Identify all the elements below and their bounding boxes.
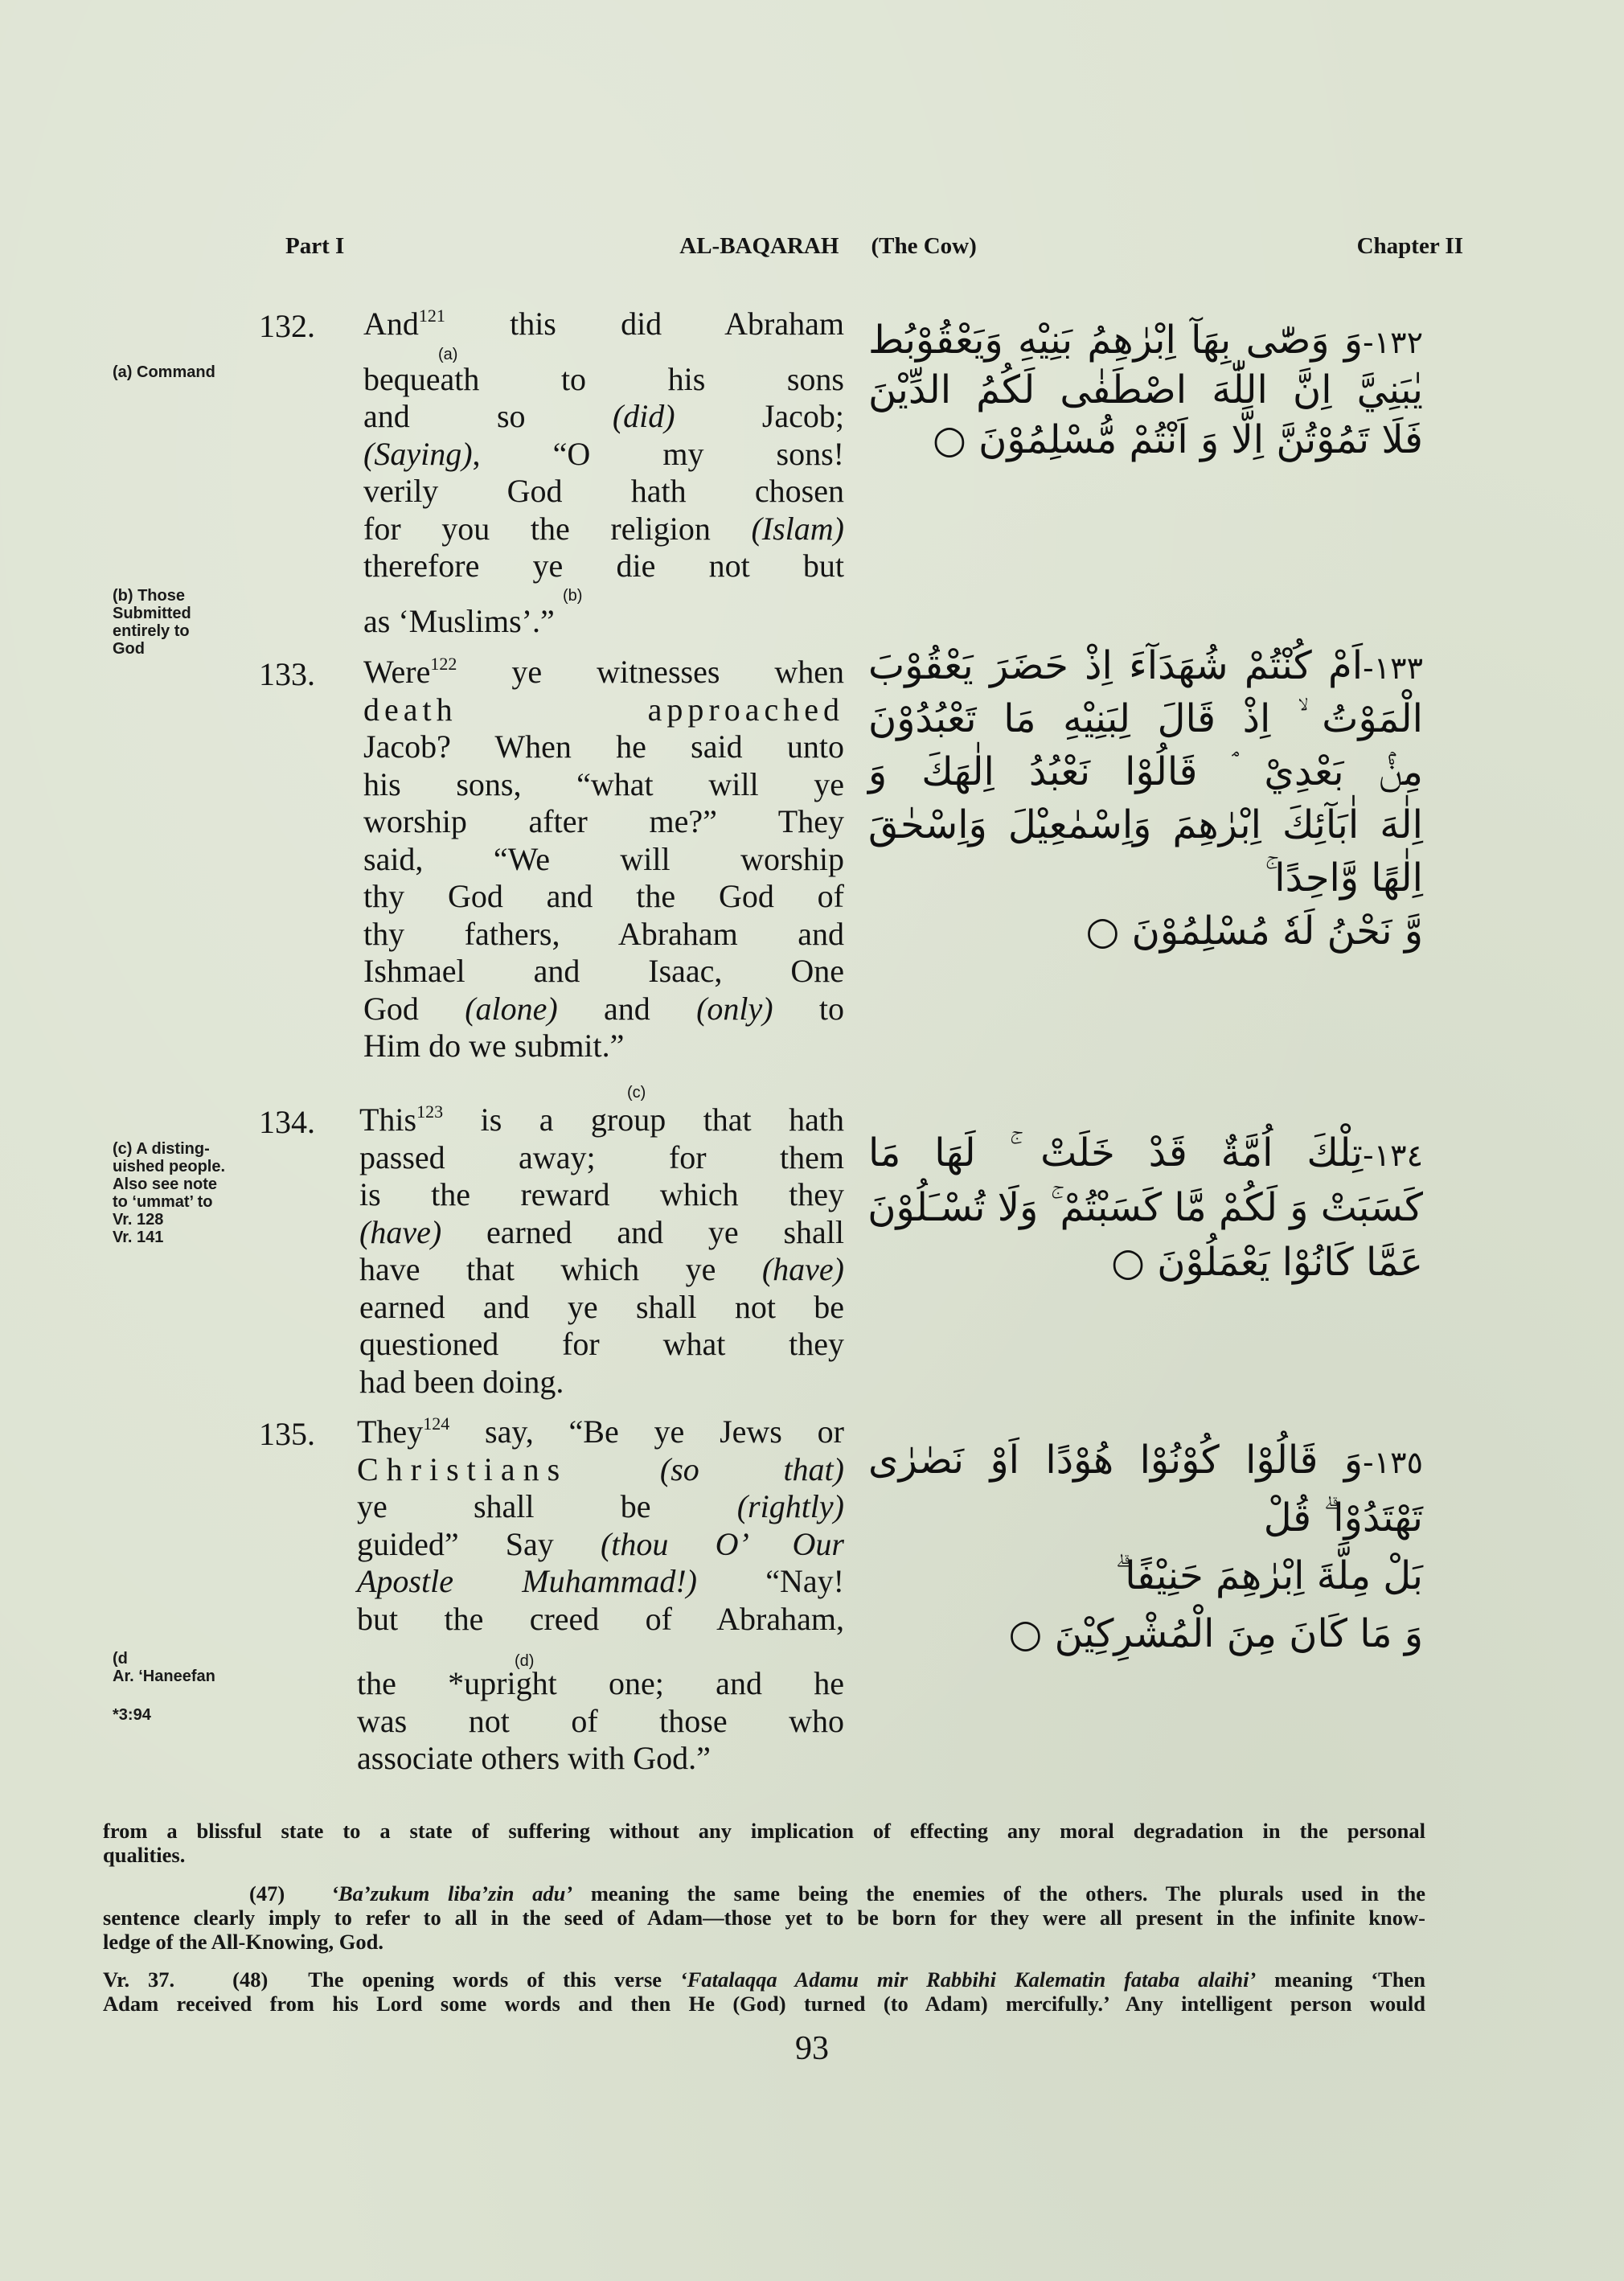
text-line: the *upright one; and he <box>357 1665 844 1701</box>
text-line <box>357 1488 844 1526</box>
footnote-number: (47) <box>249 1881 285 1906</box>
text-line: verily God hath chosen <box>363 473 844 509</box>
text-line: thy God and the God of <box>363 878 844 914</box>
text: Jacob; <box>675 398 845 434</box>
text-line: thy fathers, Abraham and <box>363 915 844 952</box>
arabic-verse-number: ١٣٥- <box>1363 1445 1423 1480</box>
footnote-number: (48) <box>232 1967 269 1992</box>
footnote-marker[interactable]: 124 <box>423 1413 450 1434</box>
text-line: Ishmael and Isaac, One <box>363 953 844 989</box>
arabic-text: وَ وَصّٰى بِهَآ اِبْرٰهِمُ بَنِيْهِ وَيَعْقُوْبُط <box>868 318 1364 363</box>
arabic-line: فَلَا تَمُوْتُنَّ اِلَّا وَ اَنْتُمْ مُّسْلِمُوْنَ ○ <box>932 417 1423 462</box>
text-line <box>363 306 844 343</box>
text: Christians <box>357 1450 660 1487</box>
arabic-line <box>868 315 1423 365</box>
text: and so <box>363 398 613 434</box>
text-line: Him do we submit.” <box>363 1028 625 1064</box>
arabic-line: بَلْ مِلَّةَ اِبْرٰهِمَ حَنِيْفًا ۗ <box>1115 1553 1423 1598</box>
text-line: is the reward which they <box>359 1176 844 1212</box>
text: ye shall be <box>357 1488 737 1524</box>
arabic-line: الْمَوْتُ ۙ اِذْ قَالَ لِبَنِيْهِ مَا تَعْبُدُوْنَ <box>868 696 1423 741</box>
text: this did Abraham <box>445 306 844 342</box>
margin-note-line: (a) Command <box>113 363 215 381</box>
text-line <box>363 436 844 474</box>
italic-text: (have) <box>761 1251 844 1287</box>
footnote-line: Adam received from his Lord some words and then He (God) turned (to Adam) mercifully.’ Any intelligent person would <box>103 1992 1425 2016</box>
margin-note-line: uished people. <box>113 1158 226 1175</box>
footnote-marker[interactable]: 123 <box>416 1102 444 1122</box>
italic-text: (Saying) <box>363 435 473 472</box>
text: say, “Be ye Jews or <box>449 1413 844 1450</box>
margin-note-line: Vr. 141 <box>113 1229 164 1246</box>
footnote-48 <box>103 1967 1425 2016</box>
text: for you the religion <box>363 510 752 547</box>
margin-note-line: Ar. ‘Haneefan <box>113 1668 215 1685</box>
text: , “O my sons! <box>472 435 844 472</box>
arabic-line: وَ مَا كَانَ مِنَ الْمُشْرِكِيْنَ ○ <box>1008 1611 1423 1656</box>
text-line <box>357 1563 844 1601</box>
footnote-line: sentence clearly imply to refer to all in the seed of Adam—those yet to be born for they were all present in the infinite know- <box>103 1906 1425 1930</box>
italic-text: (have) <box>359 1213 442 1250</box>
arabic-text: وَ قَالُوْا كُوْنُوْا هُوْدًا اَوْ نَصٰرٰى <box>868 1438 1364 1483</box>
margin-note-line: Also see note <box>113 1175 218 1193</box>
margin-note-line: entirely to <box>113 622 190 640</box>
text-line <box>357 1526 844 1564</box>
arabic-line: تَهْتَدُوْا ۗ قُلْ <box>1263 1495 1423 1540</box>
running-header-chapter: Chapter II <box>1356 233 1463 259</box>
text-line: earned and ye shall not be <box>359 1288 844 1325</box>
margin-note-line: (b) Those <box>113 587 185 605</box>
running-header-part: Part I <box>285 233 345 259</box>
verse-translation <box>363 306 844 640</box>
arabic-verse-135 <box>868 1431 1423 1663</box>
margin-note-line: Vr. 128 <box>113 1211 164 1229</box>
arabic-line <box>868 1431 1423 1489</box>
arabic-line: وَّ نَحْنُ لَهٗ مُسْلِمُوْنَ ○ <box>1085 909 1423 954</box>
verse-number: 135. <box>259 1416 315 1452</box>
arabic-line <box>868 1126 1423 1180</box>
italic-text: (did) <box>612 398 675 434</box>
text-line <box>359 1102 844 1139</box>
arabic-verse-134 <box>868 1126 1423 1290</box>
verse-number: 133. <box>259 656 315 692</box>
text-line: his sons, “what will ye <box>363 765 844 802</box>
text: to <box>773 990 844 1027</box>
verse-reference: Vr. 37. <box>103 1967 175 1992</box>
text: And <box>363 306 419 342</box>
margin-note-line: Submitted <box>113 605 191 622</box>
footnote-line <box>103 1881 1425 1906</box>
text: Were <box>363 654 431 690</box>
text: “Nay! <box>697 1563 844 1599</box>
verse-translation <box>359 1102 844 1401</box>
text: and <box>557 990 697 1027</box>
italic-text: (so that) <box>659 1450 844 1487</box>
text: They <box>357 1413 424 1450</box>
text-line: had been doing. <box>359 1363 564 1400</box>
footnote-text: The opening words of this verse <box>308 1967 680 1992</box>
footnote-term: ‘Fatalaqqa Adamu mir Rabbihi Kalematin fataba alaihi’ <box>679 1967 1257 1992</box>
arabic-verse-133 <box>868 639 1423 958</box>
text: have that which ye <box>359 1251 762 1287</box>
arabic-line: كَسَبَتْ وَ لَكُمْ مَّا كَسَبْتُمْ ۚ وَلَا تُسْـَلُوْنَ <box>867 1185 1423 1230</box>
text-line: was not of those who <box>357 1702 844 1739</box>
margin-note-line: (c) A disting- <box>113 1140 210 1158</box>
footnote-continuation <box>103 1819 1425 1867</box>
text: God <box>363 990 465 1027</box>
margin-note-line: (d <box>113 1650 128 1668</box>
surah-translation: (The Cow) <box>871 233 977 259</box>
italic-text: (Islam) <box>751 510 844 547</box>
text-line: as ‘Muslims’.” <box>363 602 555 639</box>
margin-note-line: to ‘ummat’ to <box>113 1193 213 1211</box>
text-line: passed away; for them <box>359 1138 844 1175</box>
text-line: questioned for what they <box>359 1326 844 1362</box>
marginal-ref-mark: (a) <box>438 346 458 363</box>
text-line: Jacob? When he said unto <box>363 728 844 765</box>
text: guided” Say <box>357 1525 601 1562</box>
margin-note-a <box>113 363 215 381</box>
surah-name: AL-BAQARAH <box>679 233 839 259</box>
text: This <box>359 1102 417 1138</box>
arabic-line: يٰبَنِيَّ اِنَّ اللّٰهَ اصْطَفٰى لَكُمُ الدِّيْنَ <box>868 367 1423 412</box>
arabic-verse-number: ١٣٢- <box>1363 325 1423 360</box>
text: earned and ye shall <box>441 1213 844 1250</box>
italic-text: (rightly) <box>736 1488 844 1524</box>
text-line <box>363 991 844 1028</box>
text-line <box>357 1413 844 1451</box>
footnote-line: qualities. <box>103 1843 186 1867</box>
text-line <box>363 654 844 691</box>
text-line: worship after me?” They <box>363 803 844 839</box>
margin-note-d <box>113 1650 215 1685</box>
margin-note-line: *3:94 <box>113 1706 151 1724</box>
arabic-line: مِنْۢ بَعْدِيْ ۘ قَالُوْا نَعْبُدُ اِلٰهَكَ وَ <box>868 749 1423 794</box>
arabic-verse-number: ١٣٣- <box>1363 650 1423 686</box>
footnote-term: ‘Ba’zukum liba’zin adu’ <box>331 1881 573 1906</box>
footnote-line: from a blissful state to a state of suffering without any implication of effecting any moral degradation in the personal <box>103 1819 1425 1843</box>
arabic-line: عَمَّا كَانُوْا يَعْمَلُوْنَ ○ <box>1111 1240 1423 1285</box>
arabic-verse-number: ١٣٤- <box>1363 1138 1423 1173</box>
text-line: therefore ye die not but <box>363 548 844 584</box>
verse-number: 132. <box>259 308 315 344</box>
arabic-line: اِلٰهًا وَّاحِدًا ۚ <box>1265 855 1423 901</box>
verse-translation <box>363 654 844 1065</box>
footnote-marker[interactable]: 122 <box>430 654 457 674</box>
text-line <box>359 1214 844 1252</box>
margin-note-cross-ref <box>113 1706 151 1724</box>
text-line: death approached <box>363 691 844 728</box>
footnote-marker[interactable]: 121 <box>418 306 445 326</box>
arabic-line <box>868 639 1423 692</box>
footnote-text: meaning ‘Then <box>1256 1967 1425 1992</box>
text-line: associate others with God.” <box>357 1740 711 1776</box>
marginal-ref-mark: (c) <box>627 1084 646 1102</box>
italic-text: Apostle Muhammad!) <box>357 1563 697 1599</box>
text-line: bequeath to his sons <box>363 360 844 397</box>
margin-note-b <box>113 587 191 658</box>
footnote-47 <box>103 1881 1425 1954</box>
page-number: 93 <box>795 2030 829 2067</box>
text: ye witnesses when <box>457 654 844 690</box>
italic-text: (alone) <box>465 990 558 1027</box>
text-line <box>363 511 844 548</box>
marginal-ref-mark: (b) <box>563 587 583 605</box>
italic-text: (only) <box>696 990 773 1027</box>
italic-text: (thou O’ Our <box>600 1525 844 1562</box>
marginal-ref-mark: (d) <box>515 1652 535 1670</box>
margin-note-c <box>113 1140 225 1246</box>
footnote-line: ledge of the All-Knowing, God. <box>103 1930 383 1954</box>
footnote-line <box>103 1967 1425 1992</box>
margin-note-line: God <box>113 640 145 658</box>
text: is a group that hath <box>443 1102 844 1138</box>
verse-number: 134. <box>259 1104 315 1140</box>
arabic-verse-132 <box>868 315 1423 465</box>
text-line <box>357 1451 844 1489</box>
footnote-text: meaning the same being the enemies of the others. The plurals used in the <box>572 1881 1425 1906</box>
arabic-text: تِلْكَ اُمَّةٌ قَدْ خَلَتْ ۚ لَهَا مَا <box>868 1130 1364 1175</box>
arabic-text: اَمْ كُنْتُمْ شُهَدَآءَ اِذْ حَضَرَ يَعْقُوْبَ <box>868 643 1364 688</box>
text-line: said, “We will worship <box>363 840 844 877</box>
verse-translation <box>357 1413 844 1778</box>
text-line: but the creed of Abraham, <box>357 1600 844 1637</box>
text-line <box>363 398 844 436</box>
arabic-line: اِلٰهَ اٰبَآئِكَ اِبْرٰهِمَ وَاِسْمٰعِيْلَ وَاِسْحٰقَ <box>868 802 1423 847</box>
text-line <box>359 1251 844 1289</box>
